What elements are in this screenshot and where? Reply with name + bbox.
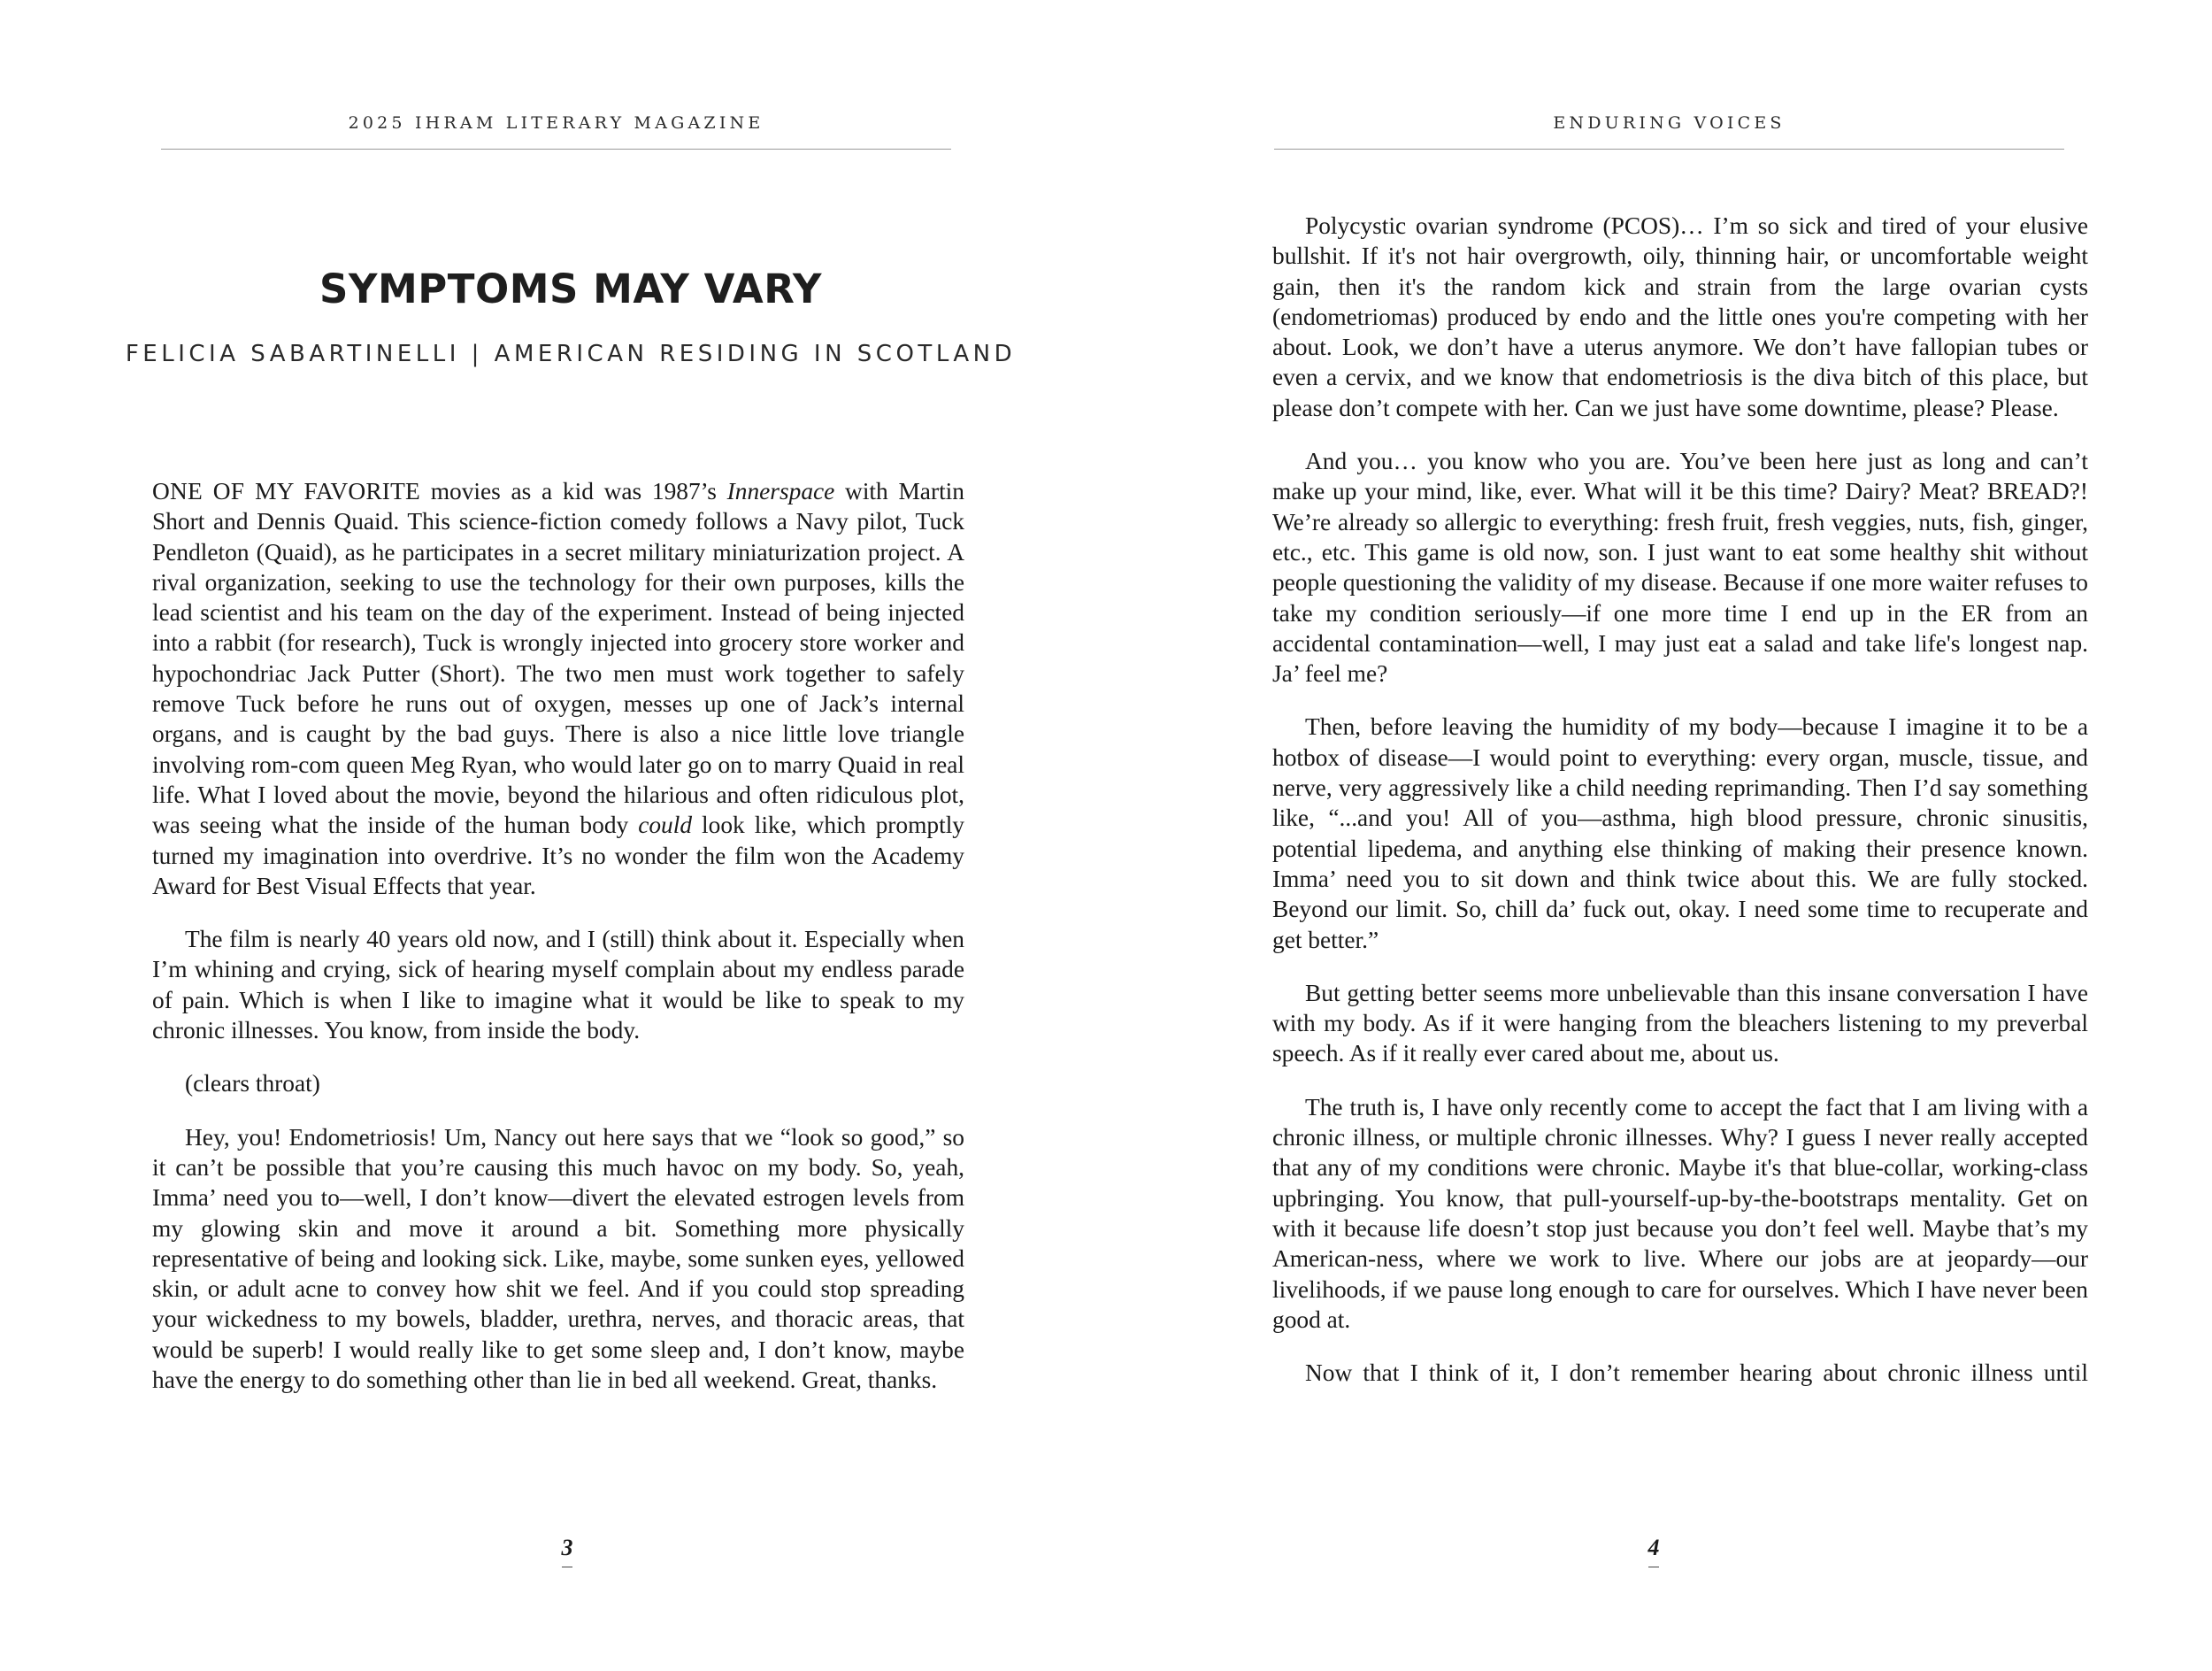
body-text-left [152,476,964,1418]
paragraph: Hey, you! Endometriosis! Um, Nancy out here says that we “look so good,” so it can’t be possible that you’re causing this much havoc on my body. So, yeah, Imma’ need you to—well, I don’t know—divert the elevated estrogen levels from my glowing skin and move it around a bit. Something more physically representative of being and looking sick. Like, maybe, some sunken eyes, yellowed skin, or adult acne to convey how shit we feel. And if you could stop spreading your wickedness to my bowels, bladder, urethra, nerves, and thoracic areas, that would be superb! I would really like to get some sleep and, I don’t know, maybe have the energy to do something other than lie in bed all weekend. Great, thanks. [152,1123,964,1394]
text-run: look like, which promptly turned my imagination into overdrive. It’s no wonder the film won the Academy Award for Best Visual Effects that year. [152,812,964,899]
running-head-left: 2025 IHRAM LITERARY MAGAZINE [348,113,764,133]
paragraph: But getting better seems more unbelievable than this insane conversation I have with my body. As if it were hanging from the bleachers listening to my preverbal speech. As if it really ever cared about me, about us. [1272,979,2088,1067]
emphasis: could [638,812,693,839]
header-rule-right [1274,149,2064,150]
paragraph: Now that I think of it, I don’t remember hearing about chronic illness until [1305,1359,2088,1387]
header-rule-left [161,149,951,150]
paragraph: Polycystic ovarian syndrome (PCOS)… I’m so sick and tired of your elusive bullshit. If it's not hair overgrowth, oily, thinning hair, or uncomfortable weight gain, then it's the random kick and strain from the large ovarian cysts (endometriomas) produced by endo and the little ones you're competing with her about. Look, we don’t have a uterus anymore. We don’t have fallopian tubes or even a cervix, and we know that endometriosis is the diva bitch of this place, but please don’t compete with her. Can we just have some downtime, please? Please. [1272,212,2088,421]
paragraph: The film is nearly 40 years old now, and I (still) think about it. Especially when I’m whining and crying, sick of hearing myself complain about my endless parade of pain. Which is when I like to imagine what it would be like to speak to my chronic illnesses. You know, from inside the body. [152,926,964,1044]
body-text-right [1272,211,2088,1411]
article-title: SYMPTOMS MAY VARY [319,266,822,312]
paragraph: The truth is, I have only recently come to accept the fact that I am living with a chronic illness, or multiple chronic illnesses. Why? I guess I never really accepted that any of my conditions were chronic. Maybe it's that blue-collar, working-class upbringing. You know, that pull-yourself-up-by-the-bootstraps mentality. Get on with it because life doesn’t stop just because you don’t feel well. Maybe that’s my American-ness, where we work to live. Where our jobs are at jeopardy—our livelihoods, if we pause long enough to care for ourselves. Which I have never been good at. [1272,1093,2088,1333]
paragraph: And you… you know who you are. You’ve been here just as long and can’t make up your mind, like, ever. What will it be this time? Dairy? Meat? BREAD?! We’re already so allergic to everything: fresh fruit, fresh veggies, nuts, fish, ginger, etc., etc. This game is old now, son. I just want to eat some healthy shit without people questioning the validity of my disease. Because if one more waiter refuses to take my condition seriously—if one more time I end up in the ER from an accidental contamination—well, I may just eat a salad and take life's longest nap. Ja’ feel me? [1272,448,2088,688]
text-run: movies as a kid was 1987’s [420,478,727,504]
film-title: Innerspace [726,478,835,504]
paragraph [152,476,964,901]
page-number-left: 3 [561,1535,573,1560]
page-number-right: 4 [1647,1535,1660,1560]
running-head-right: ENDURING VOICES [1553,113,1786,133]
text-run: with Martin Short and Dennis Quaid. This science-fiction comedy follows a Navy pilot, Tuck Pendleton (Quaid), as he participates in a secret military miniaturization project. A rival organization, seeking to use the technology for their own purposes, kills the lead scientist and his team on the day of the experiment. Instead of being injected into a rabbit (for research), Tuck is wrongly injected into grocery store worker and hypochondriac Jack Putter (Short). The two men must work together to safely remove Tuck before he runs out of oxygen, messes up one of Jack’s internal organs, and is caught by the bad guys. There is also a nice little love triangle involving rom-com queen Meg Ryan, who would later go on to marry Quaid in real life. What I loved about the movie, beyond the hilarious and often ridiculous plot, was seeing what the inside of the human body [152,478,964,839]
paragraph: Then, before leaving the humidity of my body—because I imagine it to be a hotbox of disease—I would point to everything: every organ, muscle, tissue, and nerve, very aggressively like a child needing reprimanding. Then I’d say something like, “...and you! All of you—asthma, high blood pressure, chronic sinusitis, potential lipedema, and anything else thinking of making their presence known. Imma’ need you to sit down and think twice about this. We are fully stocked. Beyond our limit. So, chill da’ fuck out, okay. I need some time to recuperate and get better.” [1272,713,2088,953]
byline: FELICIA SABARTINELLI | AMERICAN RESIDING IN SCOTLAND [125,341,1017,367]
drop-lead: ONE OF MY FAVORITE [152,478,420,504]
paragraph: (clears throat) [185,1070,320,1097]
right-page [1106,0,2212,1671]
